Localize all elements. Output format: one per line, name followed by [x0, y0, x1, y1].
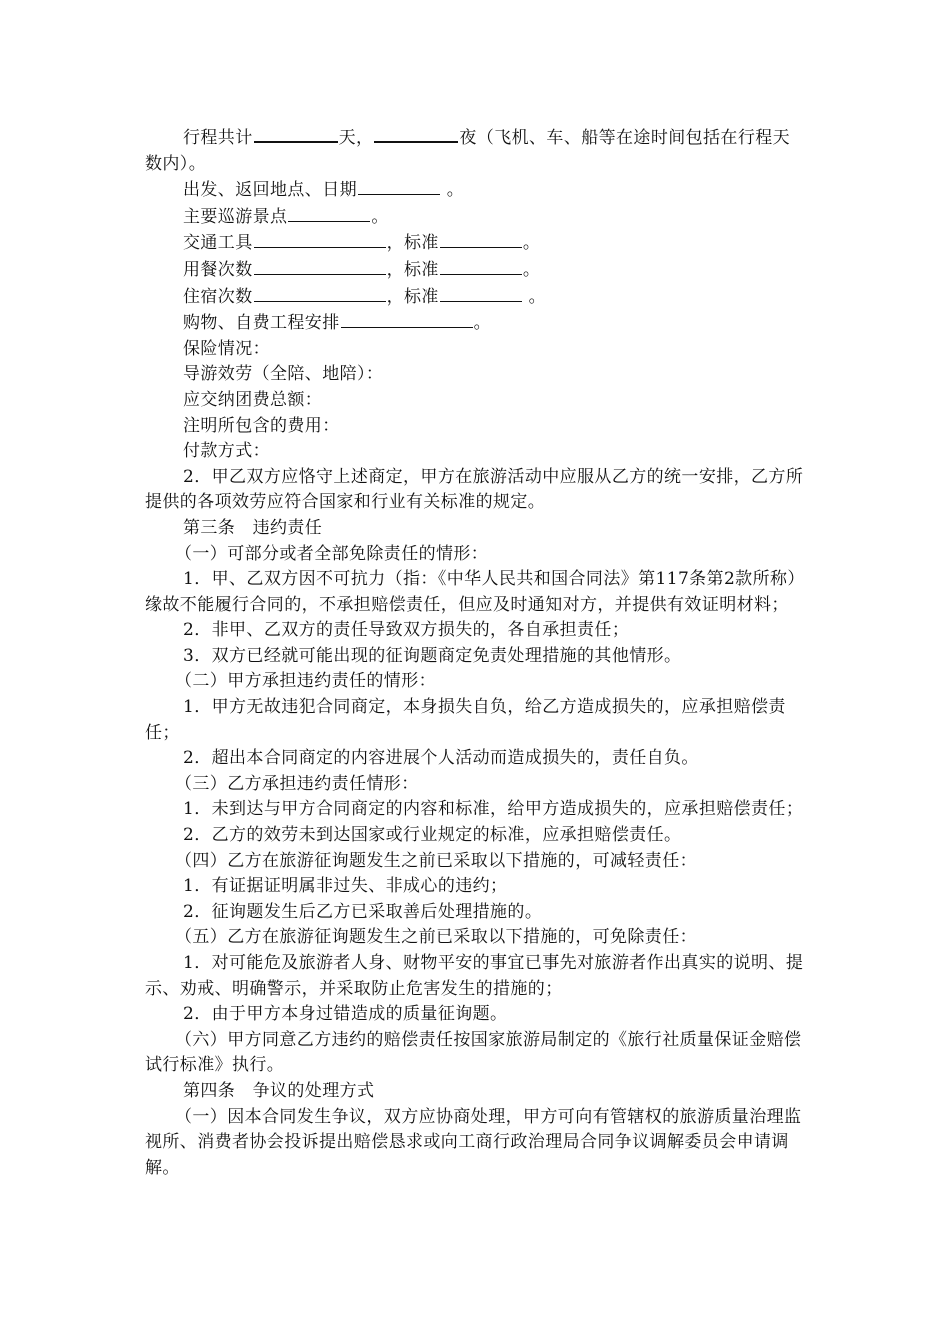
paragraph	[145, 230, 805, 257]
paragraph	[145, 797, 805, 823]
fill-in-blank	[254, 257, 386, 275]
paragraph	[145, 204, 805, 231]
paragraph	[145, 542, 805, 568]
paragraph	[145, 337, 805, 363]
paragraph	[145, 925, 805, 951]
fill-in-blank	[254, 284, 386, 302]
paragraph-text: （三）乙方承担违约责任情形：	[175, 773, 419, 794]
paragraph-text: 第三条 违约责任	[183, 517, 323, 538]
paragraph-text: 1．甲、乙双方因不可抗力（指：《中华人民共和国合同法》第117条第2款所称）缘故不能履行合同的，不承担赔偿责任，但应及时通知对方，并提供有效证明材料；	[145, 569, 805, 615]
paragraph-text: 。	[522, 233, 541, 254]
paragraph	[145, 618, 805, 644]
paragraph-text: ，标准	[386, 286, 439, 307]
paragraph-text: 夜（飞机、车、船等在途时间包括在行程天数内）。	[145, 128, 791, 174]
fill-in-blank	[341, 310, 473, 328]
paragraph	[145, 823, 805, 849]
paragraph-text: 。	[371, 206, 389, 227]
paragraph-text: （五）乙方在旅游征询题发生之前已采取以下措施的，可免除责任：	[175, 927, 697, 948]
paragraph-text: （一）可部分或者全部免除责任的情形：	[175, 543, 489, 564]
paragraph-text: 2．超出本合同商定的内容进展个人活动而造成损失的，责任自负。	[183, 748, 699, 769]
paragraph-text: 1．对可能危及旅游者人身、财物平安的事宜已事先对旅游者作出真实的说明、提示、劝戒、明确警示，并采取防止危害发生的措施的；	[145, 953, 804, 999]
paragraph-text: 1．有证据证明属非过失、非成心的违约；	[183, 876, 508, 897]
paragraph	[145, 439, 805, 465]
paragraph	[145, 1028, 805, 1079]
paragraph-text: （六）甲方同意乙方违约的赔偿责任按国家旅游局制定的《旅行社质量保证金赔偿试行标准》执行。	[145, 1029, 802, 1076]
fill-in-blank	[288, 204, 370, 222]
paragraph-text: 住宿次数	[183, 286, 253, 307]
paragraph	[145, 1105, 805, 1182]
paragraph-text: 应交纳团费总额：	[183, 389, 323, 410]
paragraph	[145, 177, 805, 204]
paragraph	[145, 669, 805, 695]
paragraph-text: 购物、自费工程安排	[183, 313, 340, 334]
paragraph	[145, 746, 805, 772]
paragraph-text: （一）因本合同发生争议，双方应协商处理，甲方可向有管辖权的旅游质量治理监视所、消费者协会投诉提出赔偿恳求或向工商行政治理局合同争议调解委员会申请调解。	[145, 1106, 802, 1178]
paragraph-text: 用餐次数	[183, 259, 253, 280]
paragraph-text: 出发、返回地点、日期	[183, 180, 357, 201]
paragraph	[145, 1079, 805, 1105]
paragraph	[145, 284, 805, 311]
paragraph-text: 导游效劳（全陪、地陪）：	[183, 364, 384, 385]
paragraph	[145, 951, 805, 1002]
paragraph-text: ，标准	[386, 259, 439, 280]
paragraph	[145, 465, 805, 516]
paragraph-text: 。	[473, 313, 492, 334]
paragraph-text: 2．甲乙双方应恪守上述商定，甲方在旅游活动中应服从乙方的统一安排，乙方所提供的各项效劳应符合国家和行业有关标准的规定。	[145, 466, 804, 513]
paragraph-text: 注明所包含的费用：	[183, 415, 340, 436]
paragraph-text: 付款方式：	[183, 441, 270, 462]
paragraph-text: 3．双方已经就可能出现的征询题商定免责处理措施的其他情形。	[183, 645, 682, 666]
paragraph-text: （二）甲方承担违约责任的情形：	[175, 671, 436, 692]
paragraph-text: 2．征询题发生后乙方已采取善后处理措施的。	[183, 901, 543, 922]
paragraph	[145, 362, 805, 388]
paragraph-text: 。	[441, 180, 465, 201]
paragraph	[145, 516, 805, 542]
paragraph-text: ，标准	[386, 233, 439, 254]
paragraph	[145, 567, 805, 618]
fill-in-blank	[374, 124, 458, 143]
paragraph	[145, 414, 805, 440]
paragraph	[145, 124, 805, 177]
fill-in-blank	[440, 230, 522, 248]
paragraph-text: 行程共计	[183, 128, 253, 148]
paragraph-text: （四）乙方在旅游征询题发生之前已采取以下措施的，可减轻责任：	[175, 850, 697, 871]
fill-in-blank	[440, 284, 522, 302]
paragraph-text: 。	[522, 259, 541, 280]
fill-in-blank	[440, 257, 522, 275]
paragraph-text: 1．未到达与甲方合同商定的内容和标准，给甲方造成损失的，应承担赔偿责任；	[183, 799, 804, 820]
paragraph-text: 天，	[338, 128, 374, 148]
document-body	[145, 124, 805, 1181]
paragraph-text: 2．乙方的效劳未到达国家或行业规定的标准，应承担赔偿责任。	[183, 825, 682, 846]
paragraph-text: 2．非甲、乙双方的责任导致双方损失的，各自承担责任；	[183, 620, 630, 641]
paragraph	[145, 1002, 805, 1028]
paragraph	[145, 310, 805, 337]
paragraph-text: 1．甲方无故违犯合同商定，本身损失自负，给乙方造成损失的，应承担赔偿责任；	[145, 697, 786, 743]
fill-in-blank	[254, 124, 338, 143]
paragraph-text: 主要巡游景点	[183, 206, 288, 227]
fill-in-blank	[358, 177, 440, 195]
paragraph	[145, 900, 805, 926]
paragraph	[145, 388, 805, 414]
paragraph	[145, 849, 805, 875]
paragraph-text: 交通工具	[183, 233, 253, 254]
paragraph	[145, 257, 805, 284]
paragraph	[145, 874, 805, 900]
paragraph	[145, 772, 805, 798]
paragraph-text: 第四条 争议的处理方式	[183, 1080, 375, 1101]
paragraph-text: 。	[522, 286, 547, 307]
paragraph	[145, 695, 805, 746]
paragraph-text: 保险情况：	[183, 338, 270, 359]
paragraph	[145, 644, 805, 670]
paragraph-text: 2．由于甲方本身过错造成的质量征询题。	[183, 1004, 508, 1025]
fill-in-blank	[254, 230, 386, 248]
